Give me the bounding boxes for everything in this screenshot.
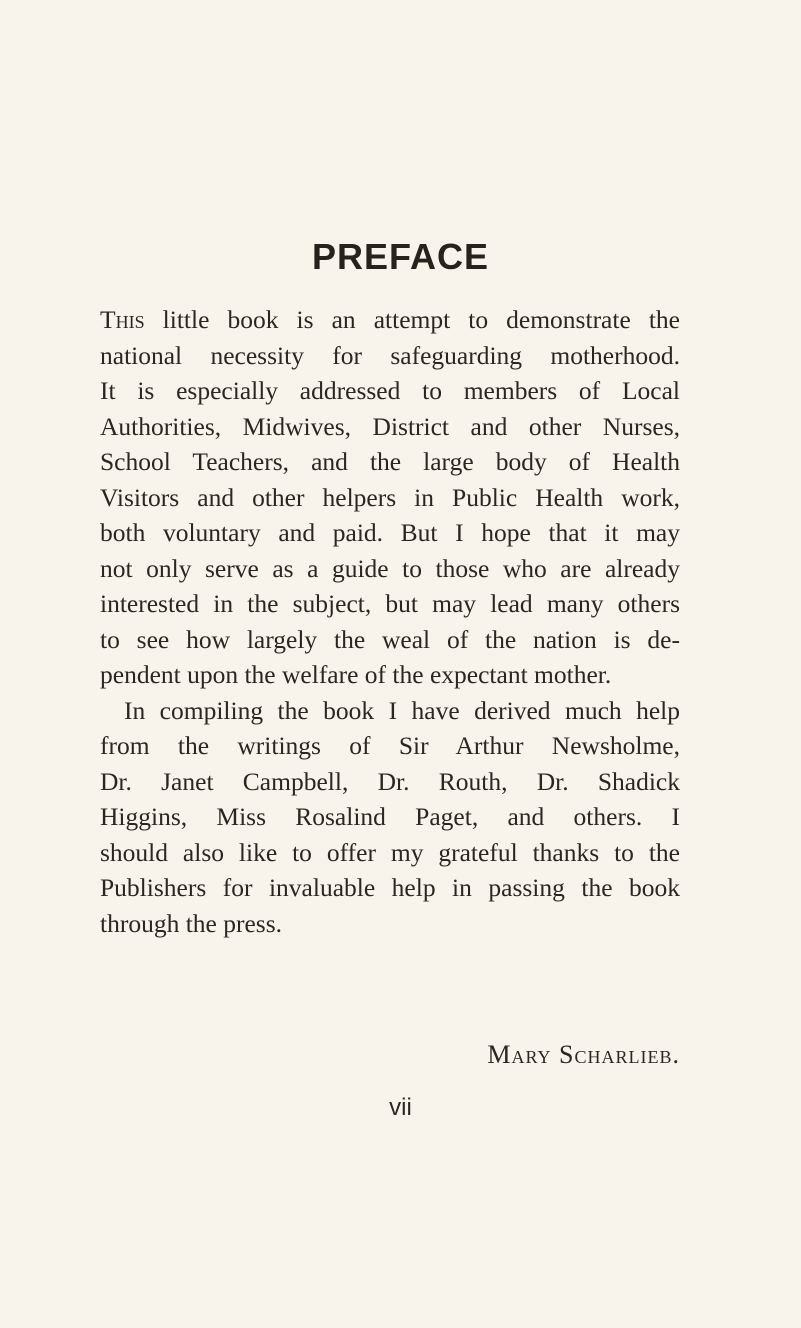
text-line: It is especially addressed to members of Local xyxy=(100,376,680,405)
page-number: vii xyxy=(389,1094,412,1121)
text-line-content: little book is an attempt to demonstrate the xyxy=(144,305,680,334)
paragraph-2 xyxy=(100,693,680,942)
opening-word: This xyxy=(100,305,145,334)
paragraph-1 xyxy=(100,302,680,693)
text-line: to see how largely the weal of the nation is de- xyxy=(100,624,680,654)
text-line: School Teachers, and the large body of Health xyxy=(100,447,680,476)
text-line: not only serve as a guide to those who are already xyxy=(100,553,680,583)
text-line: should also like to offer my grateful thanks to the xyxy=(100,837,680,867)
text-line: from the writings of Sir Arthur Newsholme, xyxy=(100,731,680,760)
text-line xyxy=(100,302,680,338)
text-line: Authorities, Midwives, District and other Nurses, xyxy=(100,411,680,441)
preface-text xyxy=(100,302,680,941)
author-signature: Mary Scharlieb. xyxy=(487,1040,680,1069)
page-title: PREFACE xyxy=(311,236,490,277)
text-line: national necessity for safeguarding motherhood. xyxy=(100,340,680,370)
text-line: interested in the subject, but may lead many others xyxy=(100,589,680,618)
text-line: Visitors and other helpers in Public Health work, xyxy=(100,482,680,512)
text-line: Publishers for invaluable help in passing the book xyxy=(100,873,680,902)
text-line: pendent upon the welfare of the expectant mother. xyxy=(100,660,612,689)
text-line: Higgins, Miss Rosalind Paget, and others. I xyxy=(100,802,680,831)
text-line: Dr. Janet Campbell, Dr. Routh, Dr. Shadick xyxy=(100,766,680,796)
text-line: In compiling the book I have derived much help xyxy=(124,695,680,725)
text-line: both voluntary and paid. But I hope that it may xyxy=(100,518,680,547)
text-line: through the press. xyxy=(100,908,283,938)
